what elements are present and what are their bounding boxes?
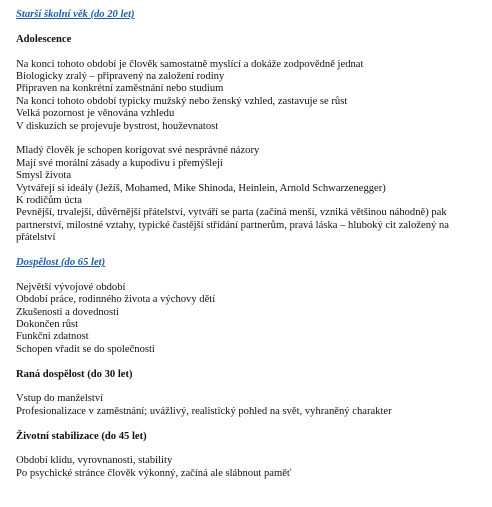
spacer bbox=[16, 269, 492, 281]
paragraph-adolescence-traits bbox=[16, 59, 492, 133]
section-link-starsi-skolni-vek[interactable]: Starší školní věk (do 20 let) bbox=[16, 9, 135, 20]
spacer bbox=[16, 245, 492, 257]
spacer bbox=[16, 356, 492, 368]
paragraph-rana-dospelost bbox=[16, 393, 492, 418]
text-line: Smysl života bbox=[16, 170, 72, 182]
text-line-wrapped: Pevnější, trvalejší, důvěrnější přátelství, vytváří se parta (začíná menší, vzniká většinou náhodně) pak partnerství, milostné vztahy, typické častější střídání partnerům, pravá láska – hluboký cit založený na přátelství bbox=[16, 207, 449, 244]
text-line: Vytvářejí si ideály (Ježíš, Mohamed, Mike Shinoda, Heinlein, Arnold Schwarzenegger) bbox=[16, 182, 386, 194]
text-line: Dokončen růst bbox=[16, 319, 79, 331]
spacer bbox=[16, 133, 492, 145]
text-line: Velká pozornost je věnována vzhledu bbox=[16, 108, 175, 120]
text-line: Vstup do manželství bbox=[16, 393, 104, 405]
text-line: Připraven na konkrétní zaměstnání nebo studium bbox=[16, 83, 224, 95]
spacer bbox=[16, 381, 492, 393]
spacer bbox=[16, 21, 492, 33]
heading-rana-dospelost: Raná dospělost (do 30 let) bbox=[16, 368, 133, 380]
text-line: Největší vývojové období bbox=[16, 281, 126, 293]
text-line: Biologicky zralý – připravený na založení rodiny bbox=[16, 71, 225, 82]
text-line: Období klidu, vyrovnanosti, stability bbox=[16, 455, 173, 467]
heading-adolescence: Adolescence bbox=[16, 33, 72, 45]
text-line: V diskuzích se projevuje bystrost, houževnatost bbox=[16, 120, 219, 132]
text-line: Mají své morální zásady a kupodivu i přemýšlejí bbox=[16, 157, 223, 169]
text-line: Zkušenosti a dovednosti bbox=[16, 306, 119, 318]
spacer bbox=[16, 46, 492, 58]
paragraph-zivotni-stabilizace bbox=[16, 455, 492, 480]
heading-zivotni-stabilizace: Životní stabilizace (do 45 let) bbox=[16, 430, 147, 442]
spacer bbox=[16, 443, 492, 455]
text-line: Po psychické stránce člověk výkonný, začíná ale slábnout paměť bbox=[16, 467, 292, 479]
text-line: K rodičům úcta bbox=[16, 195, 82, 207]
text-line: Profesionalizace v zaměstnání; uvážlivý, realistický pohled na svět, vyhraněný charakter bbox=[16, 405, 392, 417]
text-line: Mladý člověk je schopen korigovat své nesprávné názory bbox=[16, 145, 260, 157]
paragraph-dospelost bbox=[16, 282, 492, 356]
section-link-dospelost[interactable]: Dospělost (do 65 let) bbox=[16, 257, 106, 269]
paragraph-adolescence-values bbox=[16, 145, 492, 244]
text-line: Funkční zdatnost bbox=[16, 331, 89, 343]
text-line: Na konci tohoto období je člověk samostatně myslící a dokáže zodpovědně jednat bbox=[16, 58, 364, 70]
text-line: Na konci tohoto období typicky mužský nebo ženský vzhled, zastavuje se růst bbox=[16, 95, 348, 107]
text-line: Období práce, rodinného života a výchovy dětí bbox=[16, 294, 216, 306]
text-line: Schopen vřadit se do společnosti bbox=[16, 343, 155, 355]
spacer bbox=[16, 418, 492, 430]
